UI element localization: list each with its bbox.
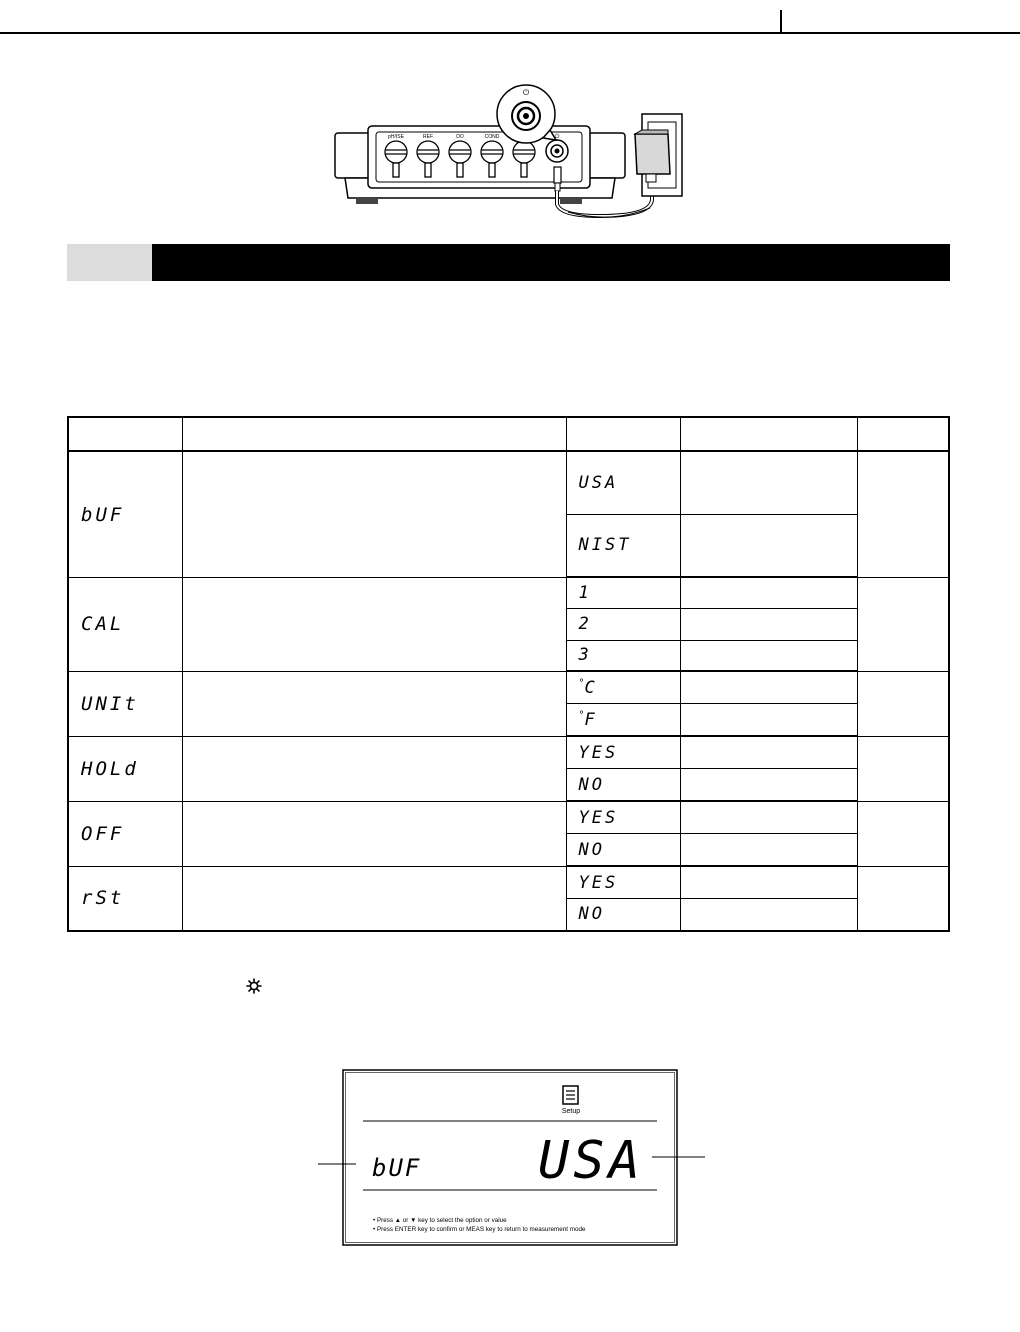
option-description <box>680 640 857 671</box>
default-cell <box>857 801 949 866</box>
jack-label-2: REF <box>423 134 433 140</box>
table-header-row <box>68 417 949 451</box>
default-cell <box>857 866 949 931</box>
option-description <box>680 577 857 608</box>
header-cell <box>857 417 949 451</box>
param-description <box>182 577 566 671</box>
jack-label-4: COND <box>484 134 500 140</box>
option-no: NO <box>566 834 680 866</box>
option-description <box>680 451 857 514</box>
param-code-cal: CAL <box>68 577 182 671</box>
setup-document-icon <box>563 1086 578 1104</box>
option-description <box>680 866 857 898</box>
lcd-setup-label: Setup <box>561 1108 581 1115</box>
default-cell <box>857 736 949 801</box>
table-row <box>68 671 949 703</box>
table-row <box>68 577 949 608</box>
option-description <box>680 671 857 703</box>
option-yes: YES <box>566 801 680 833</box>
option-description <box>680 769 857 801</box>
option-celsius: °C <box>566 671 680 703</box>
jack-label-3: DO <box>456 134 464 140</box>
param-code-unit: UNIt <box>68 671 182 736</box>
lcd-value: USA <box>538 1131 644 1191</box>
header-cell <box>182 417 566 451</box>
table-row <box>68 866 949 898</box>
option-celsius-letter: C <box>584 677 598 698</box>
option-2: 2 <box>566 609 680 640</box>
option-description <box>680 801 857 833</box>
param-description <box>182 451 566 577</box>
param-code-off: OFF <box>68 801 182 866</box>
header-cell <box>680 417 857 451</box>
option-yes: YES <box>566 866 680 898</box>
param-description <box>182 736 566 801</box>
top-rule-tick <box>780 10 782 32</box>
setup-gear-icon <box>246 978 262 994</box>
option-nist: NIST <box>566 514 680 577</box>
option-description <box>680 834 857 866</box>
option-description <box>680 736 857 768</box>
param-description <box>182 801 566 866</box>
lcd-display-illustration <box>310 1064 710 1249</box>
table-row <box>68 736 949 768</box>
option-description <box>680 704 857 736</box>
default-cell <box>857 577 949 671</box>
jack-label-1: pH/ISE <box>388 134 404 140</box>
lcd-instruction-2: • Press ENTER key to confirm or MEAS key to return to measurement mode <box>373 1226 586 1233</box>
jack-label-5: ⏻ <box>554 133 560 140</box>
header-cell <box>68 417 182 451</box>
option-fahrenheit: °F <box>566 704 680 736</box>
lcd-param-code: bUF <box>372 1154 422 1182</box>
table-row <box>68 801 949 833</box>
param-description <box>182 671 566 736</box>
top-rule <box>0 32 1020 34</box>
option-1: 1 <box>566 577 680 608</box>
option-fahrenheit-letter: F <box>584 709 598 730</box>
setup-parameters-table <box>67 416 950 932</box>
option-no: NO <box>566 898 680 931</box>
param-code-rst: rSt <box>68 866 182 931</box>
option-yes: YES <box>566 736 680 768</box>
default-cell <box>857 671 949 736</box>
header-cell <box>566 417 680 451</box>
section-header-tab <box>67 244 152 281</box>
default-cell <box>857 451 949 577</box>
option-description <box>680 609 857 640</box>
option-no: NO <box>566 769 680 801</box>
param-code-buf: bUF <box>68 451 182 577</box>
lcd-instruction-1: • Press ▲ or ▼ key to select the option or value <box>373 1217 507 1224</box>
param-description <box>182 866 566 931</box>
option-description <box>680 514 857 577</box>
power-icon: ⏻ <box>522 88 530 97</box>
option-usa: USA <box>566 451 680 514</box>
table-row <box>68 451 949 514</box>
option-3: 3 <box>566 640 680 671</box>
section-header-bar <box>152 244 950 281</box>
option-description <box>680 898 857 931</box>
meter-power-connection-illustration <box>330 78 695 248</box>
param-code-hold: HOLd <box>68 736 182 801</box>
